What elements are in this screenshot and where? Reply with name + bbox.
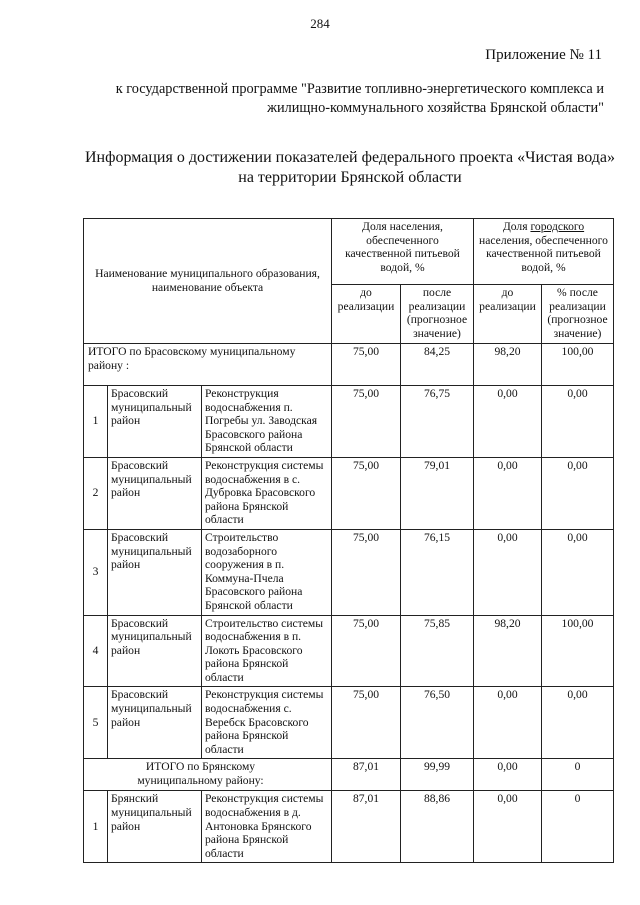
table-row <box>84 687 614 759</box>
table-row <box>84 615 614 687</box>
row-object: Строительство водозаборного сооружения в п. Коммуна-Пчела Брасовского района Брянской области <box>202 529 332 615</box>
indicators-table <box>83 218 614 863</box>
row-value: 0,00 <box>542 529 614 615</box>
row-object: Реконструкция системы водоснабжения с. Веребск Брасовского района Брянской области <box>202 687 332 759</box>
table-row <box>84 791 614 863</box>
row-value: 0,00 <box>474 687 542 759</box>
row-object: Реконструкция системы водоснабжения в д. Антоновка Брянского района Брянской области <box>202 791 332 863</box>
row-value: 75,00 <box>332 386 401 458</box>
row-value: 0,00 <box>542 386 614 458</box>
row-value: 75,00 <box>332 529 401 615</box>
section-total-label: ИТОГО по Брасовскому муниципальному району : <box>84 344 332 386</box>
subheader-before-2: до реализации <box>474 285 542 344</box>
row-value: 79,01 <box>401 457 474 529</box>
row-value: 76,75 <box>401 386 474 458</box>
section-total-value: 98,20 <box>474 344 542 386</box>
row-district: Брасовский муниципальный район <box>108 687 202 759</box>
row-number: 1 <box>84 386 108 458</box>
row-value: 75,85 <box>401 615 474 687</box>
row-object: Строительство системы водоснабжения в п. Локоть Брасовского района Брянской области <box>202 615 332 687</box>
row-number: 5 <box>84 687 108 759</box>
section-total-label: ИТОГО по Брянскому муниципальному району: <box>84 759 332 791</box>
row-value: 100,00 <box>542 615 614 687</box>
row-district: Брасовский муниципальный район <box>108 615 202 687</box>
row-value: 0 <box>542 791 614 863</box>
table-row <box>84 457 614 529</box>
row-value: 0,00 <box>542 457 614 529</box>
section-total-value: 100,00 <box>542 344 614 386</box>
page-number: 284 <box>310 16 330 31</box>
row-value: 75,00 <box>332 457 401 529</box>
section-total-value: 87,01 <box>332 759 401 791</box>
header-group-urban-underlined: городского <box>530 220 585 233</box>
row-district: Брасовский муниципальный район <box>108 386 202 458</box>
row-value: 75,00 <box>332 615 401 687</box>
header-group-population: Доля населения, обеспеченного качественной питьевой водой, % <box>332 219 474 285</box>
row-value: 76,50 <box>401 687 474 759</box>
row-value: 0,00 <box>474 386 542 458</box>
header-name-cell: Наименование муниципального образования, наименование объекта <box>84 219 332 344</box>
table-row <box>84 386 614 458</box>
program-subtitle: к государственной программе "Развитие топливно-энергетического комплекса и жилищно-коммунального хозяйства Брянской области" <box>115 81 604 116</box>
table-row <box>84 529 614 615</box>
row-value: 0,00 <box>474 529 542 615</box>
row-value: 75,00 <box>332 687 401 759</box>
row-district: Брянский муниципальный район <box>108 791 202 863</box>
section-total-row <box>84 759 614 791</box>
row-value: 88,86 <box>401 791 474 863</box>
section-total-value: 75,00 <box>332 344 401 386</box>
row-value: 76,15 <box>401 529 474 615</box>
section-total-row <box>84 344 614 386</box>
section-total-value: 0,00 <box>474 759 542 791</box>
row-value: 0,00 <box>474 457 542 529</box>
section-total-value: 99,99 <box>401 759 474 791</box>
document-title: Информация о достижении показателей федерального проекта «Чистая вода» на территории Брянской области <box>84 149 615 186</box>
subheader-before-1: до реализации <box>332 285 401 344</box>
row-value: 98,20 <box>474 615 542 687</box>
row-object: Реконструкция системы водоснабжения в с. Дубровка Брасовского района Брянской области <box>202 457 332 529</box>
row-number: 4 <box>84 615 108 687</box>
row-district: Брасовский муниципальный район <box>108 529 202 615</box>
header-row <box>84 219 614 285</box>
row-value: 0,00 <box>474 791 542 863</box>
subheader-after-2: % после реализации (прогнозное значение) <box>542 285 614 344</box>
appendix-label: Приложение № 11 <box>485 47 602 63</box>
row-district: Брасовский муниципальный район <box>108 457 202 529</box>
row-object: Реконструкция водоснабжения п. Погребы ул. Заводская Брасовского района Брянской области <box>202 386 332 458</box>
header-group-urban-pre: Доля <box>502 220 531 233</box>
header-group-urban <box>474 219 614 285</box>
row-number: 1 <box>84 791 108 863</box>
row-value: 0,00 <box>542 687 614 759</box>
row-number: 2 <box>84 457 108 529</box>
row-value: 87,01 <box>332 791 401 863</box>
section-total-value: 84,25 <box>401 344 474 386</box>
subheader-after-1: после реализации (прогнозное значение) <box>401 285 474 344</box>
header-group-urban-post: населения, обеспеченного качественной питьевой водой, % <box>479 233 608 274</box>
row-number: 3 <box>84 529 108 615</box>
section-total-value: 0 <box>542 759 614 791</box>
